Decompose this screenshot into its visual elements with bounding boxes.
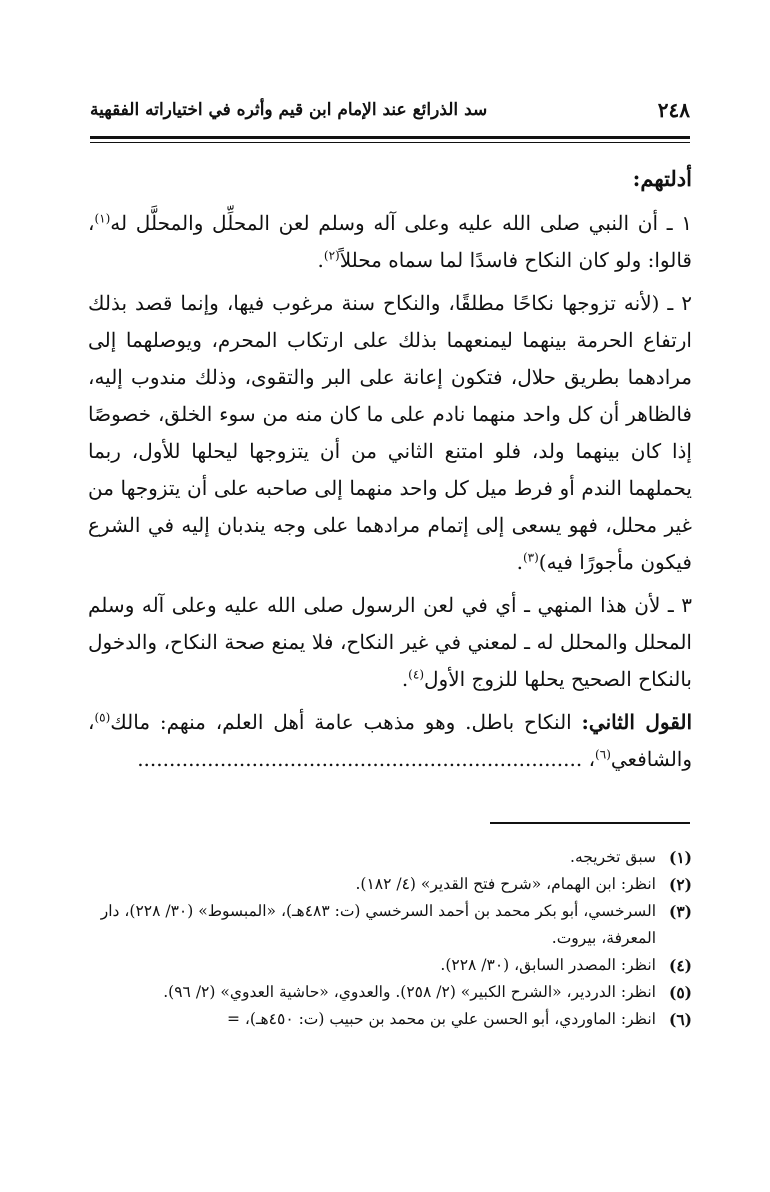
footnote-item (88, 979, 692, 1006)
paragraph-1-text-a: ١ ـ أن النبي صلى الله عليه وعلى آله وسلم لعن المحلِّل والمحلَّل له (110, 211, 692, 235)
second-opinion-term: القول الثاني: (581, 710, 692, 734)
paragraph-3 (88, 587, 692, 698)
footnote-number: (٢) (668, 875, 692, 894)
footnote-text: انظر: الدردير، «الشرح الكبير» (٢/ ٢٥٨). والعدوي، «حاشية العدوي» (٢/ ٩٦). (163, 983, 656, 1001)
continuation-dots: ...................................................................... (137, 747, 583, 771)
footnote-ref-4: (٤) (408, 667, 424, 682)
footnote-ref-2: (٢) (323, 248, 340, 263)
section-heading: أدلتهم: (632, 166, 692, 191)
footnote-ref-3: (٣) (522, 550, 539, 565)
footnotes (88, 844, 692, 1033)
paragraph-1-text-b: ، قالوا: ولو كان النكاح فاسدًا لما سماه محللاً (88, 211, 692, 272)
paragraph-1-text-c: . (317, 248, 324, 272)
paragraph-4-text-b: ، والشافعي (88, 710, 692, 771)
running-title: سد الذرائع عند الإمام ابن قيم وأثره في اختياراته الفقهية (90, 100, 488, 120)
footnote-item (88, 1006, 692, 1033)
paragraph-3-text-b: . (401, 667, 409, 691)
footnote-item (88, 898, 692, 952)
footnote-ref-6: (٦) (595, 747, 611, 762)
page-number: ٢٤٨ (657, 98, 690, 122)
footnote-number: (٦) (668, 1010, 692, 1029)
footnote-ref-1: (١) (94, 211, 111, 226)
header-rule-thick (90, 136, 690, 139)
paragraph-4-text-a: النكاح باطل. وهو مذهب عامة أهل العلم، منهم: مالك (110, 710, 582, 734)
paragraph-2 (88, 285, 692, 581)
footnote-item (88, 952, 692, 979)
page-header (90, 98, 690, 130)
footnote-separator (490, 822, 690, 824)
paragraph-3-text-a: ٣ ـ لأن هذا المنهي ـ أي في لعن الرسول صلى الله عليه وعلى آله وسلم المحلل والمحلل له ـ لمعني في غير النكاح، فلا يمنع صحة النكاح، والدخول بالنكاح الصحيح يحلها للزوج الأول (88, 593, 692, 691)
footnote-text: انظر: المصدر السابق، (٣٠/ ٢٢٨). (440, 956, 656, 974)
footnote-text: السرخسي، أبو بكر محمد بن أحمد السرخسي (ت: ٤٨٣هـ)، «المبسوط» (٣٠/ ٢٢٨)، دار المعرفة، بيروت. (100, 902, 656, 947)
header-rule-thin (90, 142, 690, 143)
footnote-ref-5: (٥) (94, 710, 111, 725)
paragraph-4 (88, 704, 692, 778)
footnote-item (88, 844, 692, 871)
footnote-number: (٥) (668, 983, 692, 1002)
paragraph-2-text-a: ٢ ـ (لأنه تزوجها نكاحًا مطلقًا، والنكاح سنة مرغوب فيها، وإنما قصد بذلك ارتفاع الحرمة بينهما ليمنعهما بذلك على ارتكاب المحرم، ويوصلهما إلى مرادهما بطريق حلال، فتكون إعانة على البر والتقوى، وذلك مندوب إليه، فالظاهر أن كل واحد منهما نادم على ما كان منه من سوء الخلق، خصوصًا إذا كان بينهما ولد، فلو امتنع الثاني من أن يتزوجها ليحلها للأول، ربما يحملهما الندم أو فرط ميل كل واحد منهما إلى صاحبه على أن يتزوجها من غير محلل، فهو يسعى إلى إتمام مرادهما على وجه يندبان إليه في الشرع فيكون مأجورًا فيه) (88, 291, 692, 574)
footnote-number: (١) (668, 848, 692, 867)
main-text (88, 160, 692, 784)
footnote-text: انظر: الماوردي، أبو الحسن علي بن محمد بن حبيب (ت: ٤٥٠هـ)، = (226, 1010, 656, 1028)
footnote-item (88, 871, 692, 898)
paragraph-4-text-c: ، (582, 747, 596, 771)
footnote-text: انظر: ابن الهمام، «شرح فتح القدير» (٤/ ١٨٢). (355, 875, 656, 893)
footnote-number: (٤) (668, 956, 692, 975)
paragraph-2-text-b: . (516, 550, 523, 574)
paragraph-1 (88, 205, 692, 279)
footnote-text: سبق تخريجه. (570, 848, 656, 866)
footnote-number: (٣) (668, 902, 692, 921)
